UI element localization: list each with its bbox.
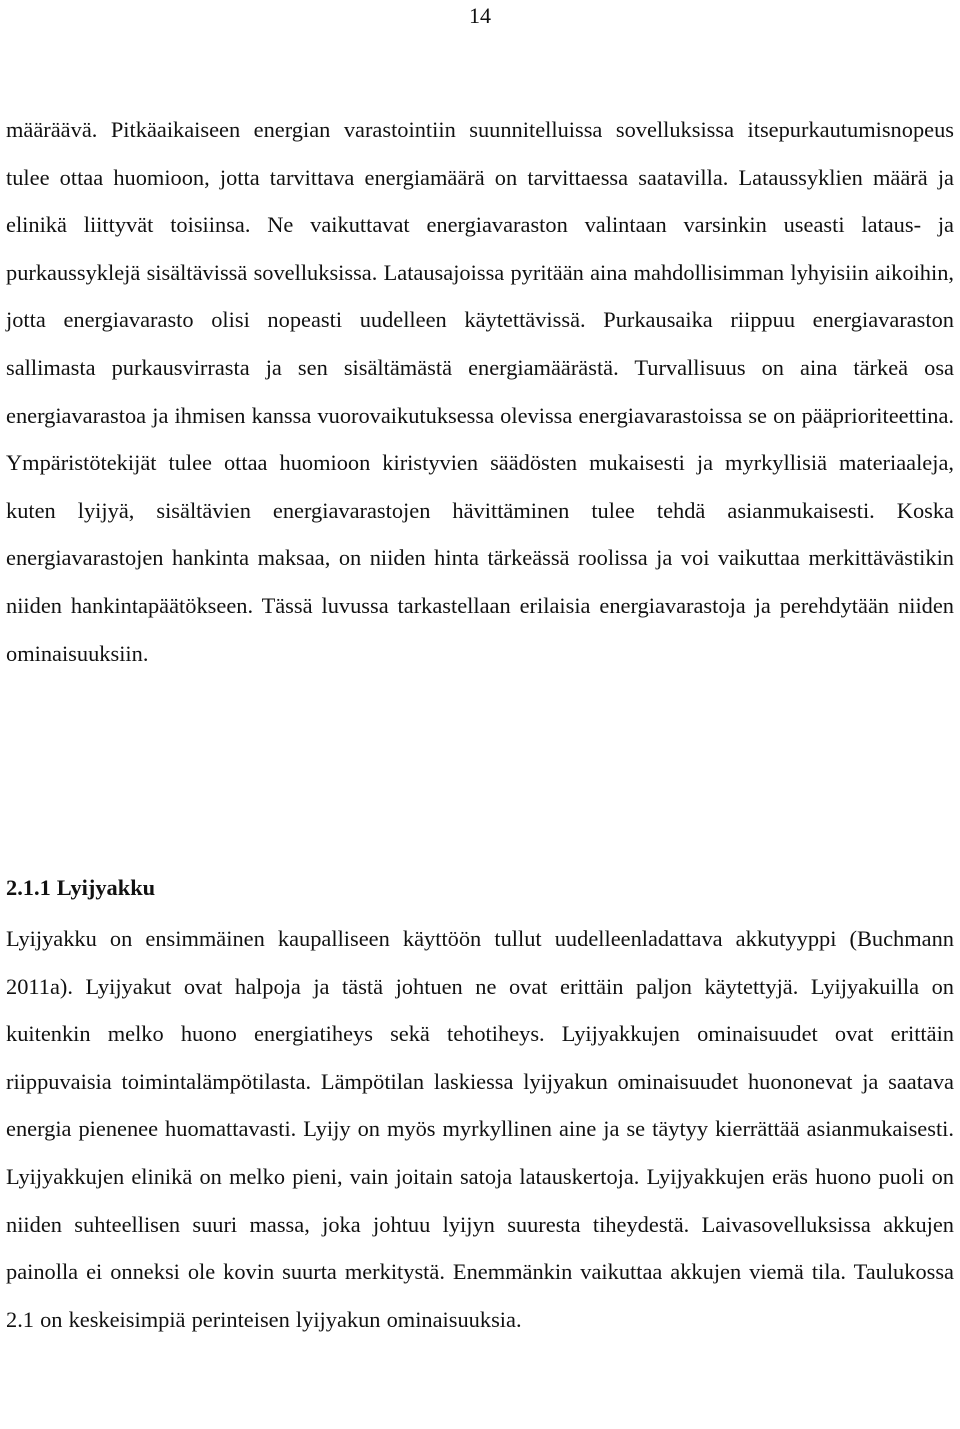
section-number: 2.1.1: [6, 875, 51, 900]
body-paragraph-2: Lyijyakku on ensimmäinen kaupalliseen käyttöön tullut uudelleenladattava akkutyyppi (Buchmann 2011a). Lyijyakut ovat halpoja ja tästä johtuen ne ovat erittäin paljon käytettyjä. Lyijyakuilla on kuitenkin melko huono energiatiheys sekä tehotiheys. Lyijyakkujen ominaisuudet ovat erittäin riippuvaisia toimintalämpötilasta. Lämpötilan laskiessa lyijyakun ominaisuudet huononevat ja saatava energia pienenee huomattavasti. Lyijy on myös myrkyllinen aine ja se täytyy kierrättää asianmukaisesti. Lyijyakkujen elinikä on melko pieni, vain joitain satoja latauskertoja. Lyijyakkujen eräs huono puoli on niiden suhteellisen suuri massa, joka johtuu lyijyn suuresta tiheydestä. Laivasovelluksissa akkujen painolla ei onneksi ole kovin suurta merkitystä. Enemmänkin vaikuttaa akkujen viemä tila. Taulukossa 2.1 on keskeisimpiä perinteisen lyijyakun ominaisuuksia.: [6, 926, 954, 1332]
section-heading: [6, 873, 161, 903]
section-title: Lyijyakku: [56, 875, 156, 900]
page-number: 14: [469, 3, 491, 28]
body-paragraph-1: määräävä. Pitkäaikaiseen energian varastointiin suunnitelluissa sovelluksissa itsepurkautumisnopeus tulee ottaa huomioon, jotta tarvittava energiamäärä on tarvittaessa saatavilla. Lataussyklien määrä ja elinikä liittyvät toisiinsa. Ne vaikuttavat energiavaraston valintaan varsinkin useasti lataus- ja purkaussyklejä sisältävissä sovelluksissa. Latausajoissa pyritään aina mahdollisimman lyhyisiin aikoihin, jotta energiavarasto olisi nopeasti uudelleen käytettävissä. Purkausaika riippuu energiavaraston sallimasta purkausvirrasta ja sen sisältämästä energiamäärästä. Turvallisuus on aina tärkeä osa energiavarastoa ja ihmisen kanssa vuorovaikutuksessa olevissa energiavarastoissa se on pääprioriteettina. Ympäristötekijät tulee ottaa huomioon kiristyvien säädösten mukaisesti ja myrkyllisiä materiaaleja, kuten lyijyä, sisältävien energiavarastojen hävittäminen tulee tehdä asianmukaisesti. Koska energiavarastojen hankinta maksaa, on niiden hinta tärkeässä roolissa ja voi vaikuttaa merkittävästikin niiden hankintapäätökseen. Tässä luvussa tarkastellaan erilaisia energiavarastoja ja perehdytään niiden ominaisuuksiin.: [6, 117, 954, 666]
